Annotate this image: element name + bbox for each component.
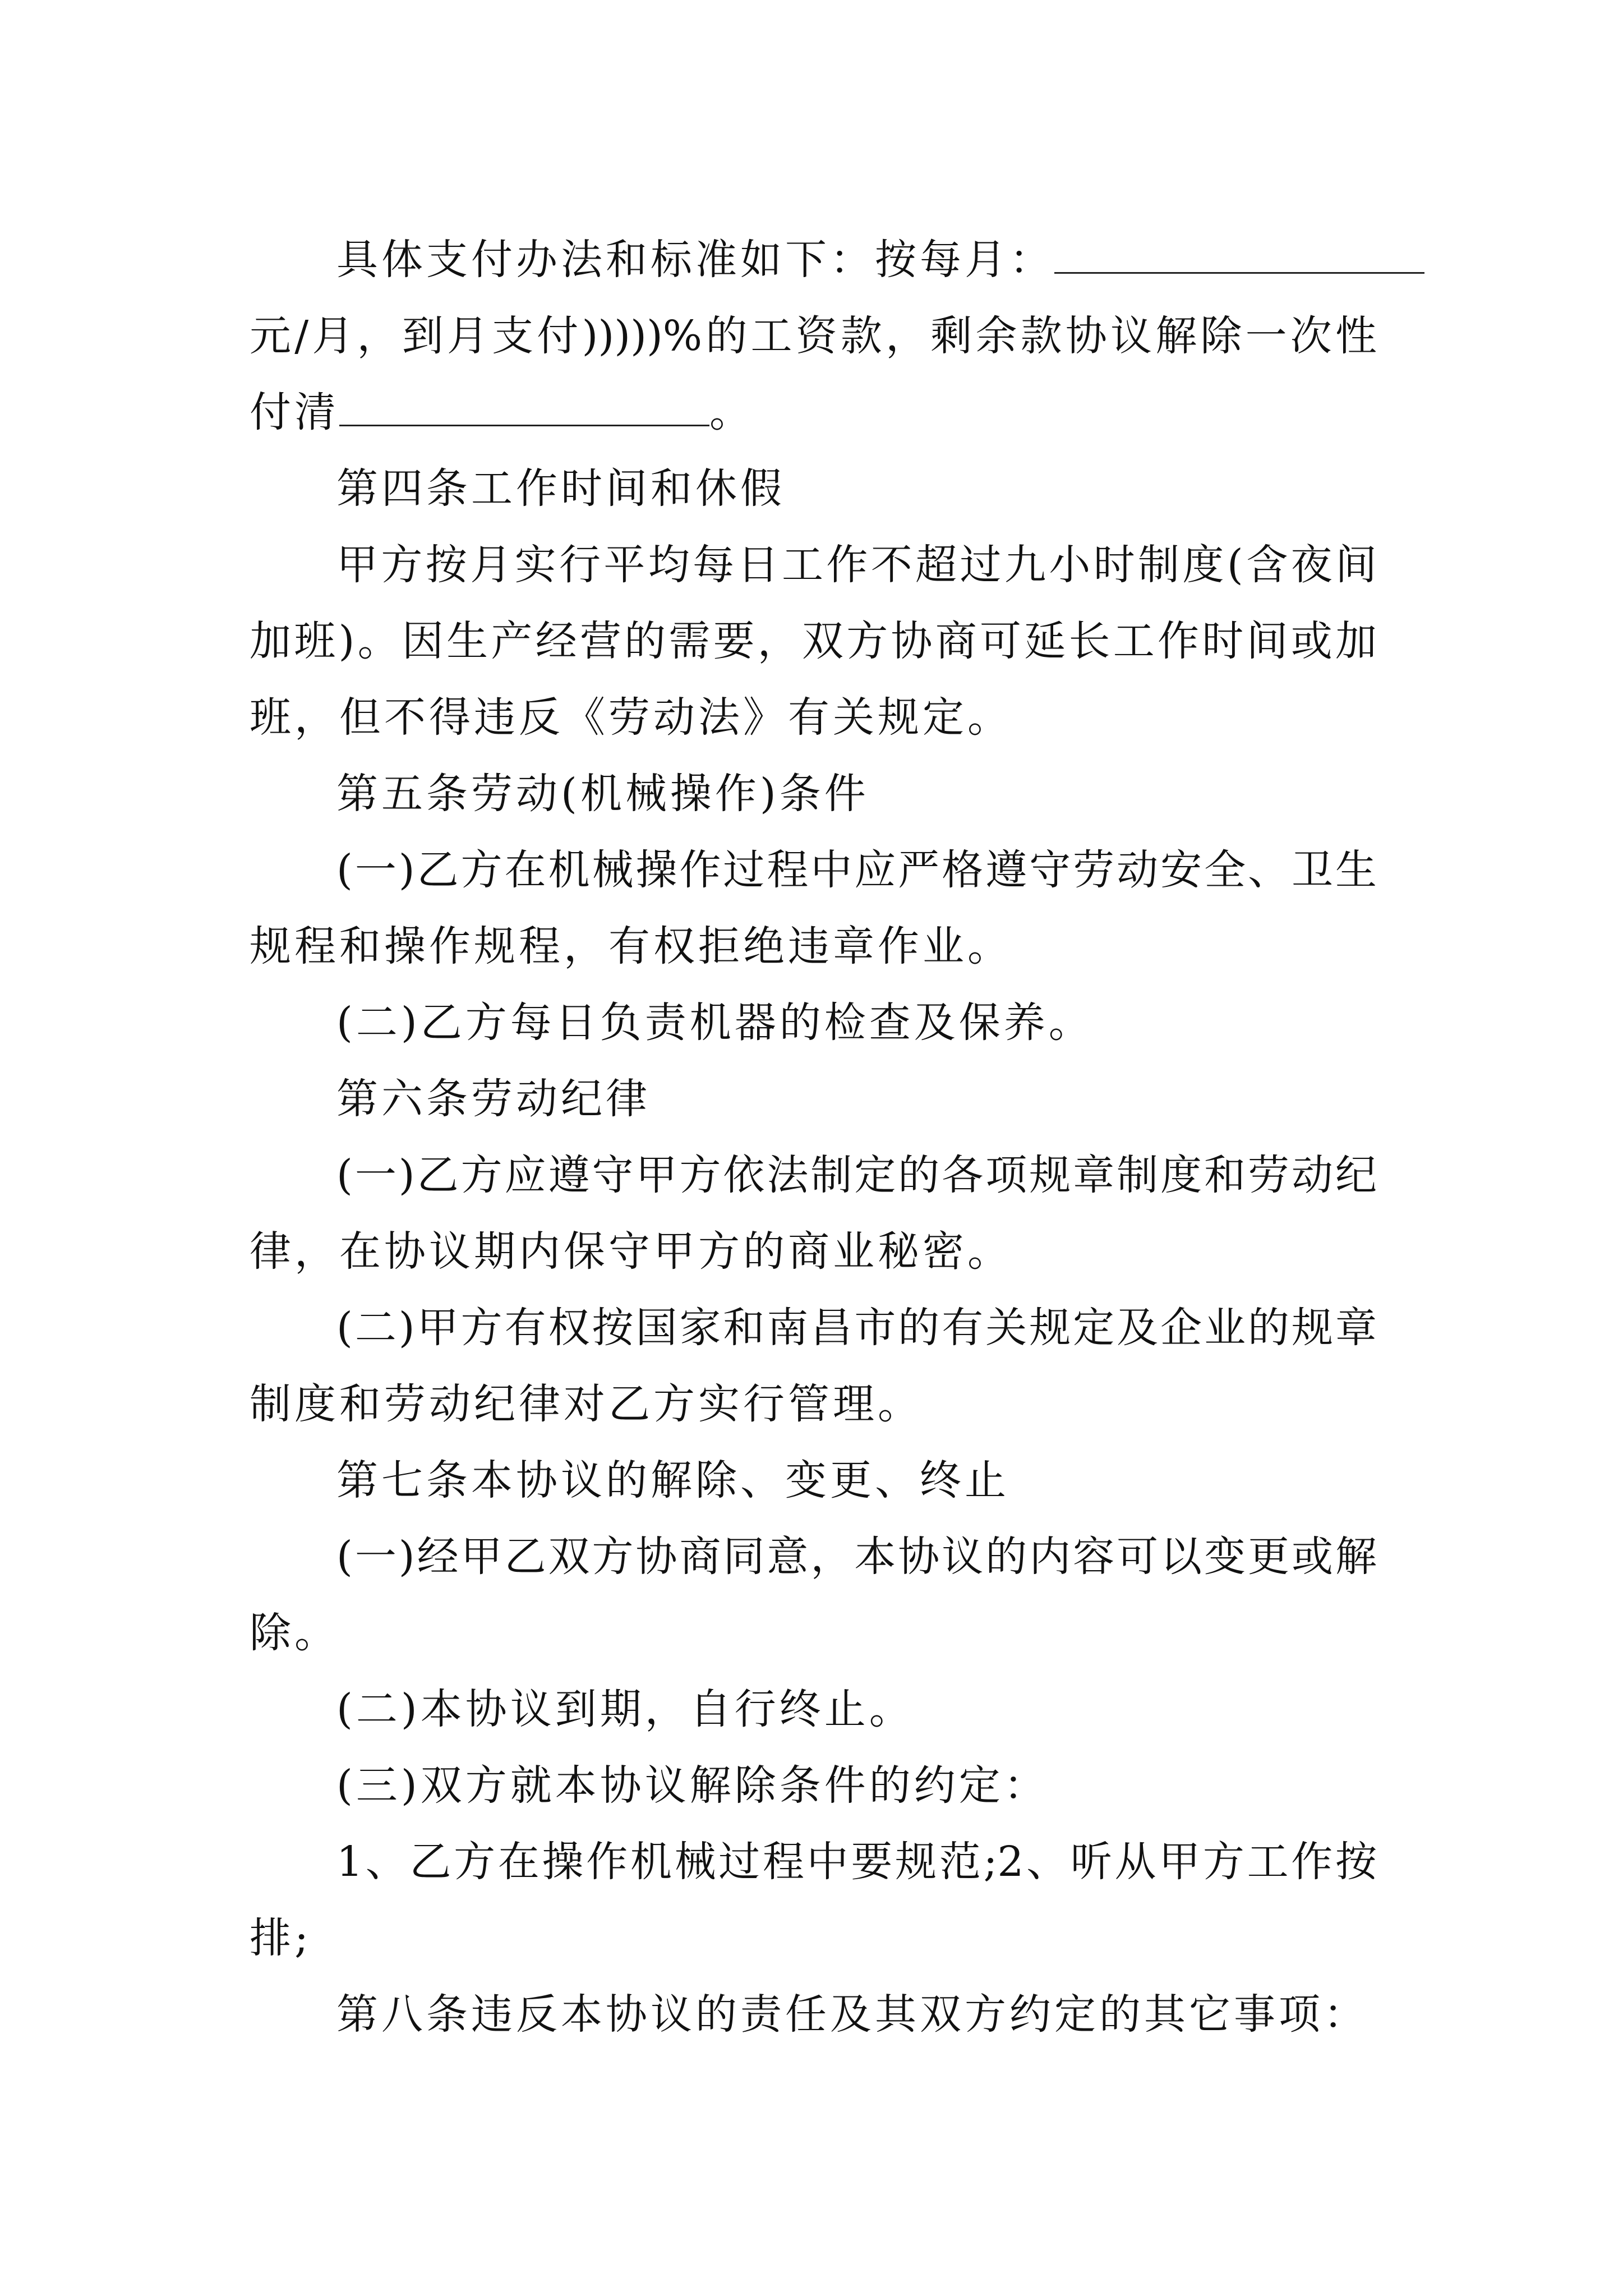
termination-clause-3: (三)双方就本协议解除条件的约定： (336, 1761, 1049, 1810)
article-6-heading: 第六条劳动纪律 (336, 1075, 651, 1123)
monthly-amount-blank (1054, 240, 1424, 274)
article-4-heading: 第四条工作时间和休假 (336, 464, 785, 513)
document-body (250, 222, 1377, 2053)
settlement-blank (339, 392, 709, 426)
termination-clause-1-line-2: 除。 (250, 1609, 339, 1657)
safety-clause-line-1: (一)乙方在机械操作过程中应严格遵守劳动安全、卫生 (336, 846, 1377, 894)
article-5-heading: 第五条劳动(机械操作)条件 (336, 770, 869, 818)
payment-paragraph-line-2: 元/月，到月支付)))))%的工资款，剩余款协议解除一次性 (250, 312, 1377, 360)
article-8-heading: 第八条违反本协议的责任及其双方约定的其它事项： (336, 1990, 1368, 2039)
article-7-heading: 第七条本协议的解除、变更、终止 (336, 1456, 1009, 1504)
termination-clause-1-line-1: (一)经甲乙双方协商同意，本协议的内容可以变更或解 (336, 1533, 1377, 1581)
working-hours-line-1: 甲方按月实行平均每日工作不超过九小时制度(含夜间 (336, 541, 1377, 589)
termination-conditions-line-1: 1、乙方在操作机械过程中要规范;2、听从甲方工作按 (336, 1838, 1377, 1886)
payment-standard-text: 具体支付办法和标准如下：按每月： (336, 236, 1054, 284)
discipline-clause-1-line-2: 律，在协议期内保守甲方的商业秘密。 (250, 1227, 1012, 1276)
termination-conditions-line-2: 排; (250, 1914, 312, 1962)
payment-paragraph-line-3 (250, 374, 1377, 450)
working-hours-line-3: 班，但不得违反《劳动法》有关规定。 (250, 693, 1012, 742)
settlement-period: 。 (709, 388, 754, 436)
working-hours-line-2: 加班)。因生产经营的需要，双方协商可延长工作时间或加 (250, 617, 1377, 665)
discipline-clause-1-line-1: (一)乙方应遵守甲方依法制定的各项规章制度和劳动纪 (336, 1151, 1377, 1199)
maintenance-clause: (二)乙方每日负责机器的检查及保养。 (336, 999, 1094, 1047)
termination-clause-2: (二)本协议到期，自行终止。 (336, 1685, 914, 1733)
settlement-text: 付清 (250, 388, 339, 436)
discipline-clause-2-line-2: 制度和劳动纪律对乙方实行管理。 (250, 1380, 923, 1428)
discipline-clause-2-line-1: (二)甲方有权按国家和南昌市的有关规定及企业的规章 (336, 1304, 1377, 1352)
payment-paragraph-line-1 (250, 222, 1377, 298)
safety-clause-line-2: 规程和操作规程，有权拒绝违章作业。 (250, 922, 1012, 970)
